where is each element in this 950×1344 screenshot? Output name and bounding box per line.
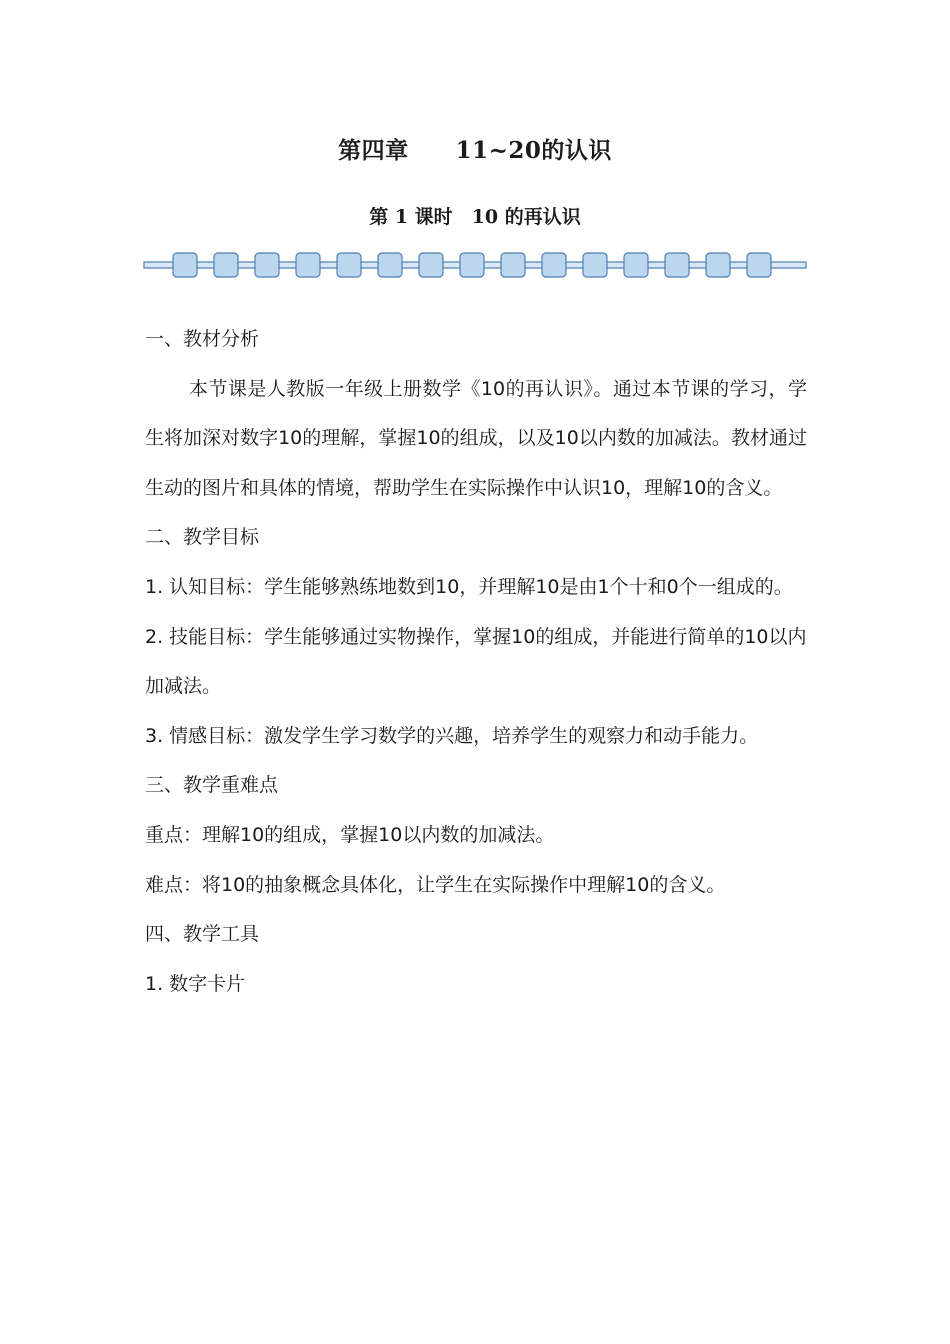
divider-bead bbox=[624, 253, 648, 277]
teaching-goal-emotional: 3. 情感目标：激发学生学习数学的兴趣，培养学生的观察力和动手能力。 bbox=[145, 724, 759, 747]
teaching-tool-item: 1. 数字卡片 bbox=[145, 972, 246, 995]
section-heading-teaching-goals: 二、教学目标 bbox=[145, 526, 260, 549]
document-body bbox=[145, 315, 807, 1009]
key-point: 重点：理解10的组成，掌握10以内数的加减法。 bbox=[145, 823, 555, 846]
textbook-analysis-paragraph: 本节课是人教版一年级上册数学《10的再认识》。通过本节课的学习，学生将加深对数字10的理解，掌握10的组成，以及10以内数的加减法。教材通过生动的图片和具体的情境，帮助学生在实际操作中认识10，理解10的含义。 bbox=[145, 377, 807, 499]
divider-bead bbox=[542, 253, 566, 277]
divider-beads bbox=[173, 253, 771, 277]
divider-bead bbox=[337, 253, 361, 277]
divider-bead bbox=[173, 253, 197, 277]
divider-bead bbox=[296, 253, 320, 277]
teaching-goal-skill: 2. 技能目标：学生能够通过实物操作，掌握10的组成，并能进行简单的10以内加减法。 bbox=[145, 625, 807, 698]
section-heading-key-difficult-points: 三、教学重难点 bbox=[145, 774, 279, 797]
divider-bead bbox=[747, 253, 771, 277]
divider-bead bbox=[583, 253, 607, 277]
divider-bead bbox=[706, 253, 730, 277]
divider-bead bbox=[501, 253, 525, 277]
lesson-title: 第 1 课时 10 的再认识 bbox=[369, 206, 581, 228]
divider-bead bbox=[460, 253, 484, 277]
section-heading-teaching-tools: 四、教学工具 bbox=[145, 923, 260, 946]
chapter-title: 第四章 11~20的认识 bbox=[338, 137, 612, 164]
difficult-point: 难点：将10的抽象概念具体化，让学生在实际操作中理解10的含义。 bbox=[145, 873, 726, 896]
divider-bead bbox=[214, 253, 238, 277]
section-heading-textbook-analysis: 一、教材分析 bbox=[145, 328, 260, 350]
teaching-goal-cognitive: 1. 认知目标：学生能够熟练地数到10，并理解10是由1个十和0个一组成的。 bbox=[145, 575, 793, 598]
divider-bead bbox=[665, 253, 689, 277]
divider-bead bbox=[255, 253, 279, 277]
divider-bead bbox=[419, 253, 443, 277]
divider-bead bbox=[378, 253, 402, 277]
bead-divider bbox=[143, 251, 807, 279]
